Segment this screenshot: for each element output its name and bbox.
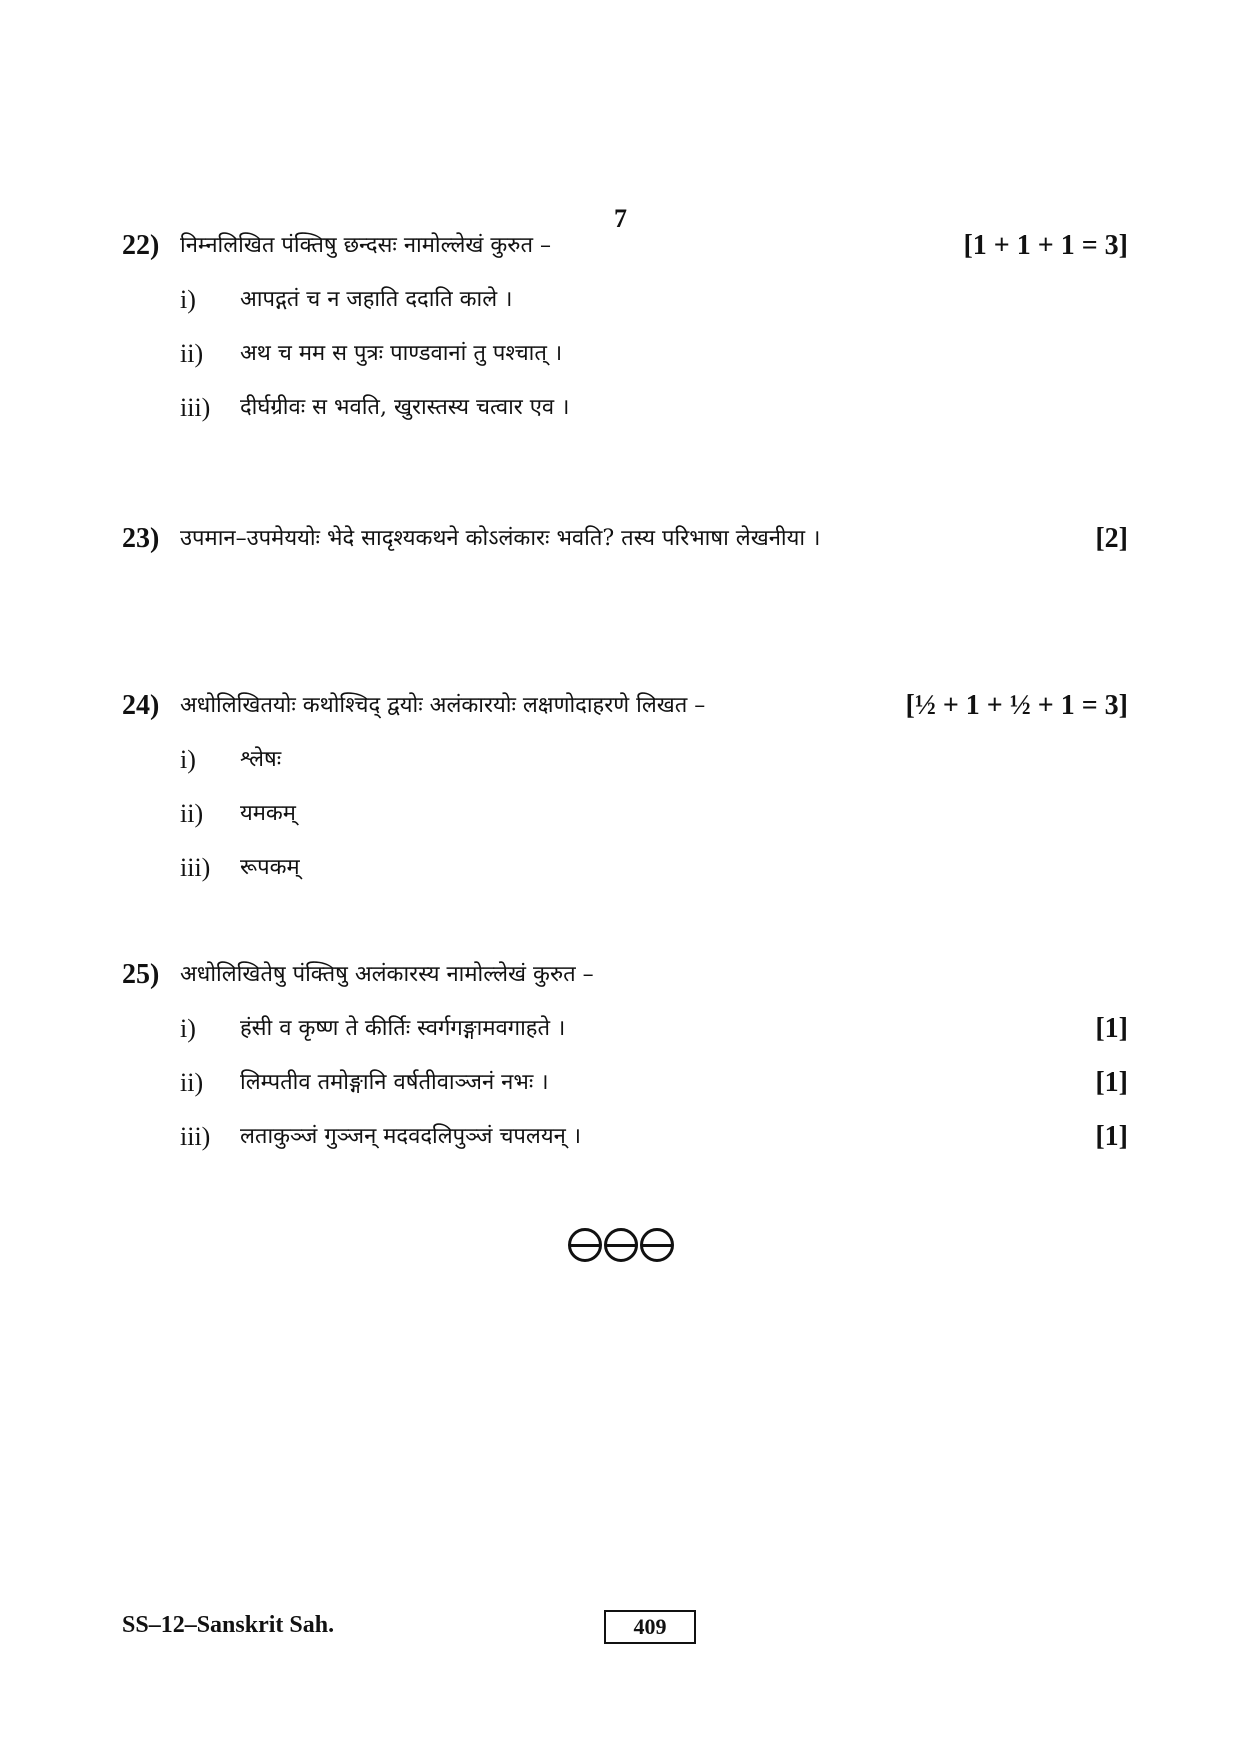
sub-item-text: श्लेषः	[240, 747, 282, 772]
sub-item-number: i)	[180, 1014, 196, 1043]
paper-code: SS–12–Sanskrit Sah.	[122, 1612, 335, 1638]
sub-item-number: ii)	[180, 1068, 204, 1097]
sub-item	[122, 1063, 1128, 1103]
sub-item-number: i)	[180, 745, 196, 774]
sub-item	[122, 740, 1128, 780]
question-marks: [½ + 1 + ½ + 1 = 3]	[905, 690, 1128, 721]
sub-item-number: iii)	[180, 1122, 211, 1151]
sub-item	[122, 848, 1128, 888]
theta-icon	[640, 1228, 674, 1262]
sub-item-text: रूपकम्	[240, 855, 300, 880]
page-number: 7	[614, 204, 627, 233]
question-marks: [1 + 1 + 1 = 3]	[963, 230, 1128, 261]
question-25	[122, 955, 1128, 1157]
question-22	[122, 226, 1128, 428]
sub-item-text: लिम्पतीव तमोङ्गानि वर्षतीवाञ्जनं नभः ।	[240, 1070, 549, 1095]
sub-item	[122, 334, 1128, 374]
sub-item-number: ii)	[180, 799, 204, 828]
footer-page-box: 409	[604, 1610, 696, 1644]
sub-item	[122, 1117, 1128, 1157]
sub-item-text: आपद्गतं च न जहाति ददाति काले ।	[240, 287, 513, 312]
question-number: 23)	[122, 523, 160, 554]
question-header	[122, 519, 1128, 559]
sub-item	[122, 388, 1128, 428]
sub-item-marks: [1]	[1095, 1121, 1128, 1152]
question-text: अधोलिखितेषु पंक्तिषु अलंकारस्य नामोल्लेखं कुरुत –	[180, 962, 594, 987]
sub-item-number: iii)	[180, 393, 211, 422]
sub-item-text: हंसी व कृष्ण ते कीर्तिः स्वर्गगङ्गामवगाहते ।	[240, 1016, 566, 1041]
question-number: 24)	[122, 690, 160, 721]
sub-item-marks: [1]	[1095, 1013, 1128, 1044]
sub-item-text: दीर्घग्रीवः स भवति, खुरास्तस्य चत्वार एव ।	[240, 395, 570, 420]
question-header	[122, 686, 1128, 726]
question-23	[122, 519, 1128, 559]
question-text: अधोलिखितयोः कथोश्चिद् द्वयोः अलंकारयोः लक्षणोदाहरणे लिखत –	[180, 693, 706, 718]
question-header	[122, 955, 1128, 995]
sub-item-text: यमकम्	[240, 801, 296, 826]
sub-item-number: i)	[180, 285, 196, 314]
sub-item	[122, 794, 1128, 834]
question-text: उपमान–उपमेययोः भेदे सादृश्यकथने कोऽलंकारः भवति? तस्य परिभाषा लेखनीया ।	[180, 526, 821, 551]
question-number: 22)	[122, 230, 160, 261]
question-header	[122, 226, 1128, 266]
sub-item-text: लताकुञ्जं गुञ्जन् मदवदलिपुञ्जं चपलयन् ।	[240, 1124, 582, 1149]
question-text: निम्नलिखित पंक्तिषु छन्दसः नामोल्लेखं कुरुत –	[180, 233, 551, 258]
sub-item-marks: [1]	[1095, 1067, 1128, 1098]
question-24	[122, 686, 1128, 888]
theta-icon	[604, 1228, 638, 1262]
question-number: 25)	[122, 959, 160, 990]
sub-item	[122, 1009, 1128, 1049]
question-marks: [2]	[1095, 523, 1128, 554]
sub-item	[122, 280, 1128, 320]
theta-icon	[568, 1228, 602, 1262]
sub-item-text: अथ च मम स पुत्रः पाण्डवानां तु पश्चात् ।	[240, 341, 563, 366]
sub-item-number: iii)	[180, 853, 211, 882]
sub-item-number: ii)	[180, 339, 204, 368]
end-of-paper-mark	[0, 1228, 1241, 1262]
